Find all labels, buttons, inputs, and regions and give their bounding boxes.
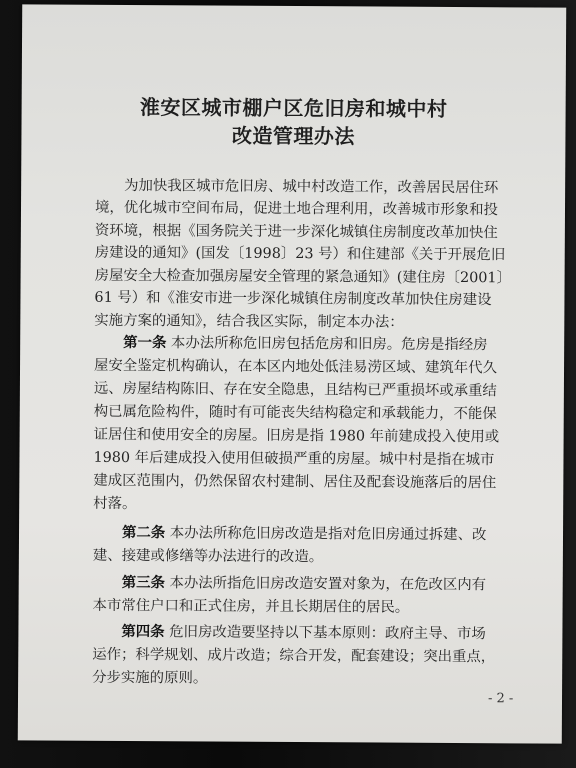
- article-1-heading: 第一条: [123, 333, 167, 352]
- preamble-line: 境，优化城市空间布局，促进土地合理利用，改善城市形象和投: [94, 199, 499, 219]
- article-1-line: 远、房屋结构陈旧、存在安全隐患，且结构已严重损坏或承重结: [93, 380, 497, 400]
- article-3-first-line: [121, 573, 487, 594]
- preamble-line: 资环境，根据《国务院关于进一步深化城镇住房制度改革加快住: [94, 222, 498, 242]
- article-4-heading: 第四条: [121, 622, 165, 641]
- article-1-first-line: [123, 333, 488, 354]
- page-number: - 2 -: [487, 691, 514, 707]
- preamble-line: 实施方案的通知》，结合我区实际，制定本办法：: [94, 312, 404, 331]
- article-3-heading: 第三条: [121, 573, 165, 592]
- preamble-line: 为加快我区城市危旧房、城中村改造工作，改善居民居住环: [124, 177, 499, 197]
- article-4-line: 分步实施的原则。: [92, 669, 208, 687]
- article-1-text: 本办法所称危旧房包括危房和旧房。危房是指经房: [170, 335, 488, 354]
- article-1-line: 建成区范围内，仍然保留农村建制、居住及配套设施落后的居住: [93, 472, 497, 492]
- paper-sheet: [18, 4, 566, 743]
- article-1-line: 1980 年后建成投入使用但破损严重的房屋。城中村是指在城市: [93, 449, 495, 469]
- article-1-line: 村落。: [93, 495, 137, 513]
- article-3-text: 本办法所指危旧房改造安置对象为，在危改区内有: [169, 575, 487, 594]
- article-2-heading: 第二条: [121, 523, 166, 542]
- article-4-first-line: [121, 622, 486, 643]
- document-title-line-1: 淮安区城市棚户区危旧房和城中村: [139, 95, 448, 121]
- article-4-line: 运作；科学规划、成片改造；综合开发，配套建设；突出重点，: [92, 646, 496, 666]
- preamble-line: 房建设的通知》(国发〔1998〕23 号）和住建部《关于开展危旧: [94, 244, 506, 264]
- article-3-line: 本市常住户口和正式住房，并且长期居住的居民。: [92, 597, 410, 616]
- preamble-line: 房屋安全大检查加强房屋安全管理的紧急通知》(建住房〔2001〕: [94, 267, 512, 287]
- article-2-first-line: [121, 523, 487, 544]
- article-1-line: 构已属危险构件，随时有可能丧失结构稳定和承载能力，不能保: [93, 403, 497, 423]
- article-4-text: 危旧房改造要坚持以下基本原则：政府主导、市场: [169, 624, 486, 643]
- article-1-line: 屋安全鉴定机构确认，在本区内地处低洼易涝区域、建筑年代久: [93, 357, 498, 377]
- document-title-line-2: 改造管理办法: [231, 123, 356, 149]
- preamble-line: 61 号）和《淮安市进一步深化城镇住房制度改革加快住房建设: [94, 289, 492, 309]
- article-2-text: 本办法所称危旧房改造是指对危旧房通过拆建、改: [169, 525, 487, 544]
- article-2-line: 建、接建或修缮等办法进行的改造。: [92, 547, 324, 566]
- article-1-line: 证居住和使用安全的房屋。旧房是指 1980 年前建成投入使用或: [93, 426, 500, 446]
